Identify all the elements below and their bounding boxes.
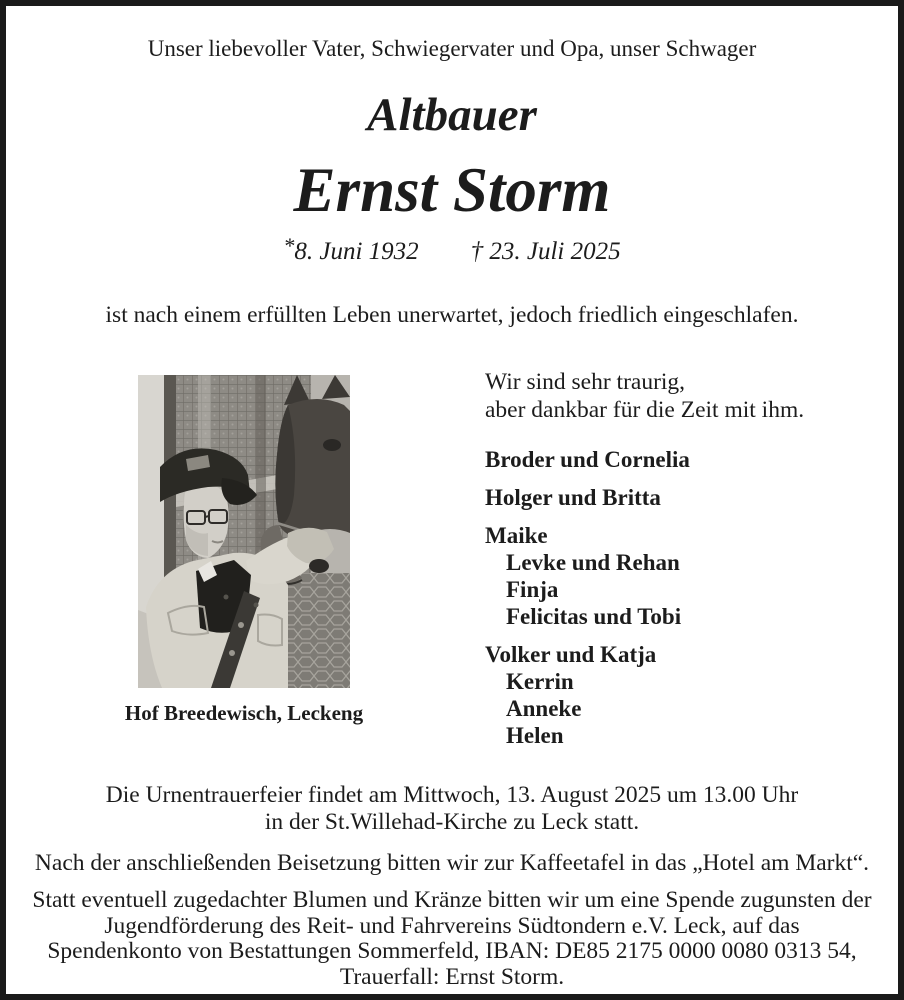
family-column: [485, 368, 890, 760]
memorial-photo: [138, 375, 350, 688]
mourner-name: Felicitas und Tobi: [506, 604, 682, 629]
dagger-symbol: †: [470, 238, 484, 265]
passing-line: ist nach einem erfüllten Leben unerwartet, jedoch friedlich eingeschlafen.: [105, 302, 799, 328]
photo-block: [124, 375, 364, 726]
condolence-text: Wir sind sehr traurig, aber dankbar für die Zeit mit ihm.: [485, 369, 805, 423]
mourner-name: Broder und Cornelia: [485, 447, 690, 472]
wire-fence: [286, 573, 350, 688]
death-date: † 23. Juli 2025: [470, 238, 621, 265]
mourner-group: [485, 484, 890, 511]
funeral-details: Die Urnentrauerfeier findet am Mittwoch, 13. August 2025 um 13.00 Uhr in der St.Willehad-Kirche zu Leck statt.: [105, 782, 799, 835]
mourner-name: Anneke: [506, 696, 582, 721]
mourner-name: Maike: [485, 523, 548, 548]
donation-details: Statt eventuell zugedachter Blumen und Kränze bitten wir um eine Spende zugunsten der Jugendförderung des Reit- und Fahrvereins Südtondern e.V. Leck, auf das Spendenkonto von Bestattungen Sommerfeld, IBAN: DE85 2175 0000 0080 0313 54, Trauerfall: Ernst Storm.: [32, 887, 872, 990]
mourner-name: Kerrin: [506, 669, 574, 694]
honorific-title: Altbauer: [367, 89, 537, 141]
reception-details: Nach der anschließenden Beisetzung bitten wir zur Kaffeetafel in das „Hotel am Markt“.: [34, 850, 870, 876]
mourner-group: [485, 522, 890, 630]
mourner-name: Holger und Britta: [485, 485, 661, 510]
mourner-group: [485, 641, 890, 749]
deceased-name: Ernst Storm: [293, 155, 611, 225]
intro-line: Unser liebevoller Vater, Schwiegervater und Opa, unser Schwager: [147, 36, 757, 61]
birth-date: *8. Juni 1932: [283, 233, 419, 265]
photo-caption: Hof Breedewisch, Leckeng: [124, 701, 364, 725]
mourner-group: [485, 446, 890, 473]
mourner-name: Volker und Katja: [485, 642, 657, 667]
mourner-name: Levke und Rehan: [506, 550, 680, 575]
life-dates: [6, 233, 898, 266]
footer-details: [6, 774, 898, 990]
birth-star-symbol: *: [283, 233, 295, 258]
mourners-list: [485, 446, 890, 749]
mourner-name: Finja: [506, 577, 559, 602]
mourner-name: Helen: [506, 723, 564, 748]
